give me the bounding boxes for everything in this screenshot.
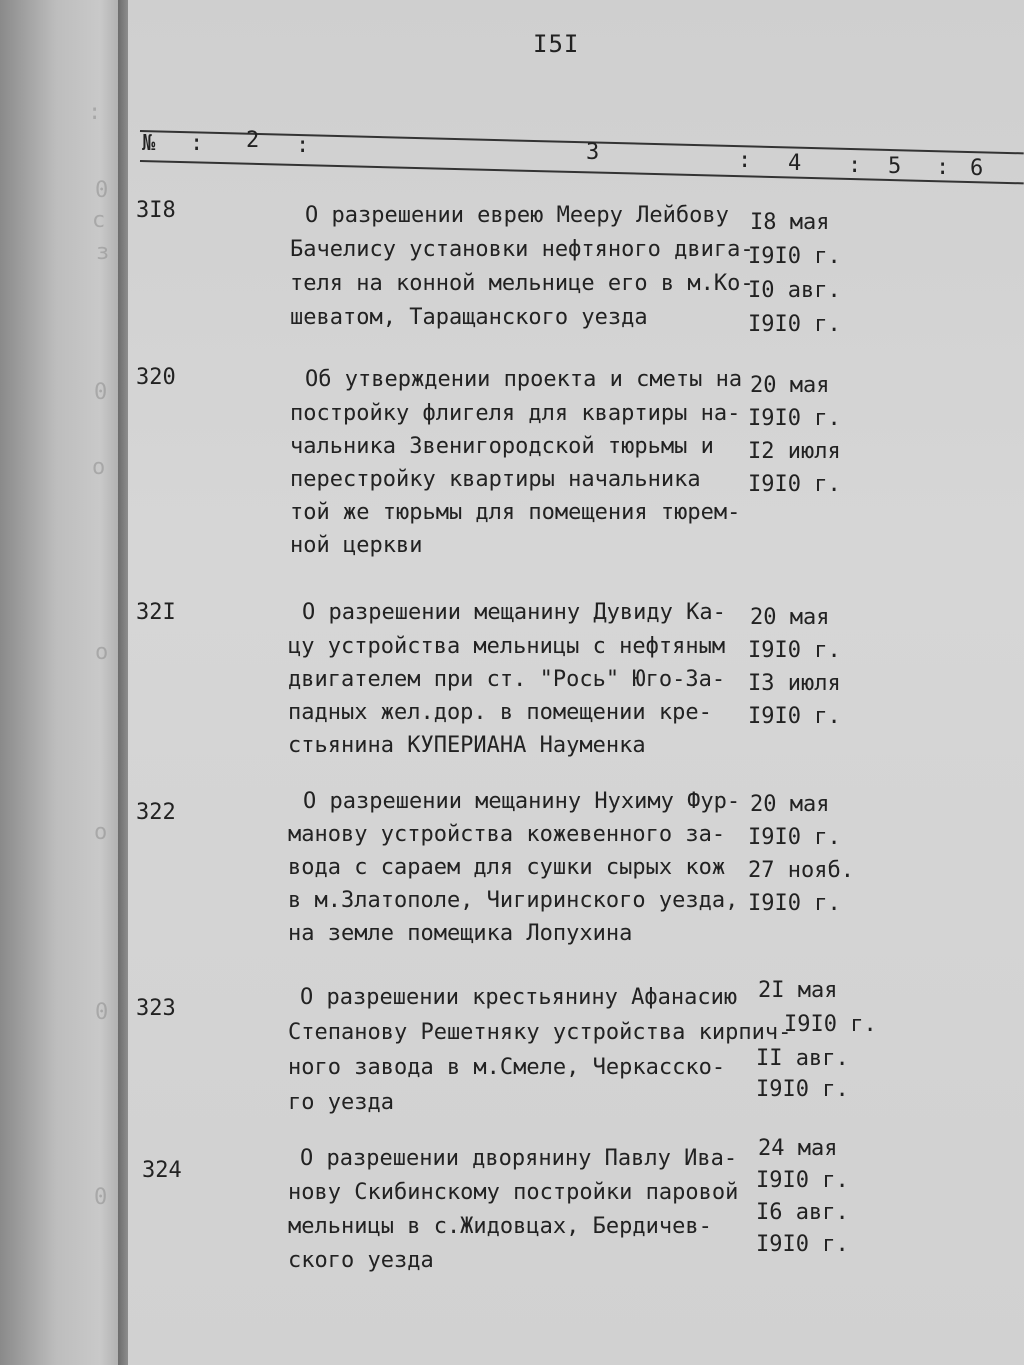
entry-text-line: нову Скибинскому постройки паровой [288, 1180, 739, 1205]
entry-text-line: постройку флигеля для квартиры на- [290, 401, 741, 426]
entry-date-line: I8 мая [750, 210, 830, 235]
entry-date-line: I9I0 г. [748, 244, 841, 269]
bleed-mark: : [88, 100, 102, 125]
entry-date-line: I3 июля [748, 671, 841, 696]
header-col-4: 4 [788, 151, 802, 176]
entry-text-line: чальника Звенигородской тюрьмы и [290, 434, 714, 459]
entry-text-line: падных жел.дор. в помещении кре- [288, 700, 712, 725]
entry-text-line: О разрешении мещанину Нухиму Фур- [303, 789, 741, 814]
entry-text-line: той же тюрьмы для помещения тюрем- [290, 500, 741, 525]
bleed-mark: о [94, 820, 108, 845]
entry-date-line: I9I0 г. [756, 1168, 849, 1193]
bleed-mark: с [92, 208, 106, 233]
entry-date-line: 24 мая [758, 1136, 838, 1161]
entry-text-line: О разрешении дворянину Павлу Ива- [300, 1146, 738, 1171]
bleed-mark: о [95, 640, 109, 665]
entry-date-line: I9I0 г. [748, 312, 841, 337]
entry-date-line: I9I0 г. [748, 825, 841, 850]
header-separator: : [296, 133, 310, 158]
entry-text-line: Степанову Решетняку устройства кирпич- [288, 1020, 792, 1045]
entry-number: 320 [136, 365, 176, 390]
entry-text-line: О разрешении крестьянину Афанасию [300, 985, 738, 1010]
entry-text-line: О разрешении еврею Мееру Лейбову [305, 203, 729, 228]
entry-date-line: II авг. [756, 1046, 849, 1071]
entry-date-line: I9I0 г. [748, 891, 841, 916]
entry-date-line: I9I0 г. [748, 704, 841, 729]
entry-date-line: I9I0 г. [784, 1012, 877, 1037]
entry-text-line: Бачелису установки нефтяного двига- [290, 237, 754, 262]
header-col-5: 5 [888, 154, 902, 179]
facing-page-edge [0, 0, 125, 1365]
header-separator: : [848, 153, 862, 178]
bleed-mark: о [92, 455, 106, 480]
entry-text-line: перестройку квартиры начальника [290, 467, 701, 492]
header-separator: : [190, 131, 204, 156]
entry-text-line: манову устройства кожевенного за- [288, 822, 726, 847]
header-col-2: 2 [246, 128, 260, 153]
entry-date-line: I9I0 г. [756, 1232, 849, 1257]
entry-text-line: мельницы в с.Жидовцах, Бердичев- [288, 1214, 712, 1239]
page-number: I5I [533, 30, 580, 58]
header-col-3: 3 [586, 140, 600, 165]
entry-date-line: 20 мая [750, 373, 830, 398]
entry-number: 324 [142, 1158, 182, 1183]
entry-date-line: 20 мая [750, 792, 830, 817]
entry-date-line: 27 нояб. [748, 858, 854, 883]
entry-text-line: шеватом, Таращанского уезда [290, 305, 648, 330]
entry-date-line: I9I0 г. [748, 638, 841, 663]
entry-date-line: I0 авг. [748, 278, 841, 303]
header-separator: : [936, 155, 950, 180]
entry-date-line: I9I0 г. [748, 406, 841, 431]
entry-date-line: I2 июля [748, 439, 841, 464]
entry-text-line: на земле помещика Лопухина [288, 921, 633, 946]
entry-number: 323 [136, 996, 176, 1021]
entry-text-line: стьянина КУПЕРИАНА Науменка [288, 733, 646, 758]
entry-date-line: 20 мая [750, 605, 830, 630]
bleed-mark: 0 [94, 380, 108, 405]
bleed-mark: 0 [95, 1000, 109, 1025]
entry-text-line: в м.Златополе, Чигиринского уезда, [288, 888, 739, 913]
entry-text-line: вода с сараем для сушки сырых кож [288, 855, 726, 880]
entry-number: 322 [136, 800, 176, 825]
header-top-rule [140, 130, 1024, 154]
header-separator: : [738, 148, 752, 173]
entry-text-line: О разрешении мещанину Дувиду Ка- [302, 600, 726, 625]
bleed-mark: з [96, 240, 110, 265]
entry-date-line: I9I0 г. [748, 472, 841, 497]
entry-number: 3I8 [136, 198, 176, 223]
entry-date-line: 2I мая [758, 978, 838, 1003]
entry-text-line: Об утверждении проекта и сметы на [305, 367, 743, 392]
entry-date-line: I9I0 г. [756, 1077, 849, 1102]
entry-text-line: го уезда [288, 1090, 394, 1115]
entry-text-line: ной церкви [290, 533, 423, 558]
entry-text-line: цу устройства мельницы с нефтяным [288, 634, 726, 659]
entry-text-line: ского уезда [288, 1248, 434, 1273]
document-page [128, 0, 1024, 1365]
header-col-number: № [142, 131, 156, 156]
bleed-mark: 0 [94, 1185, 108, 1210]
entry-text-line: ного завода в м.Смеле, Черкасско- [288, 1055, 726, 1080]
entry-date-line: I6 авг. [756, 1200, 849, 1225]
bleed-mark: 0 [95, 178, 109, 203]
entry-number: 32I [136, 600, 176, 625]
header-col-6: 6 [970, 156, 984, 181]
entry-text-line: двигателем при ст. "Рось" Юго-За- [288, 667, 726, 692]
entry-text-line: теля на конной мельнице его в м.Ко- [290, 271, 754, 296]
